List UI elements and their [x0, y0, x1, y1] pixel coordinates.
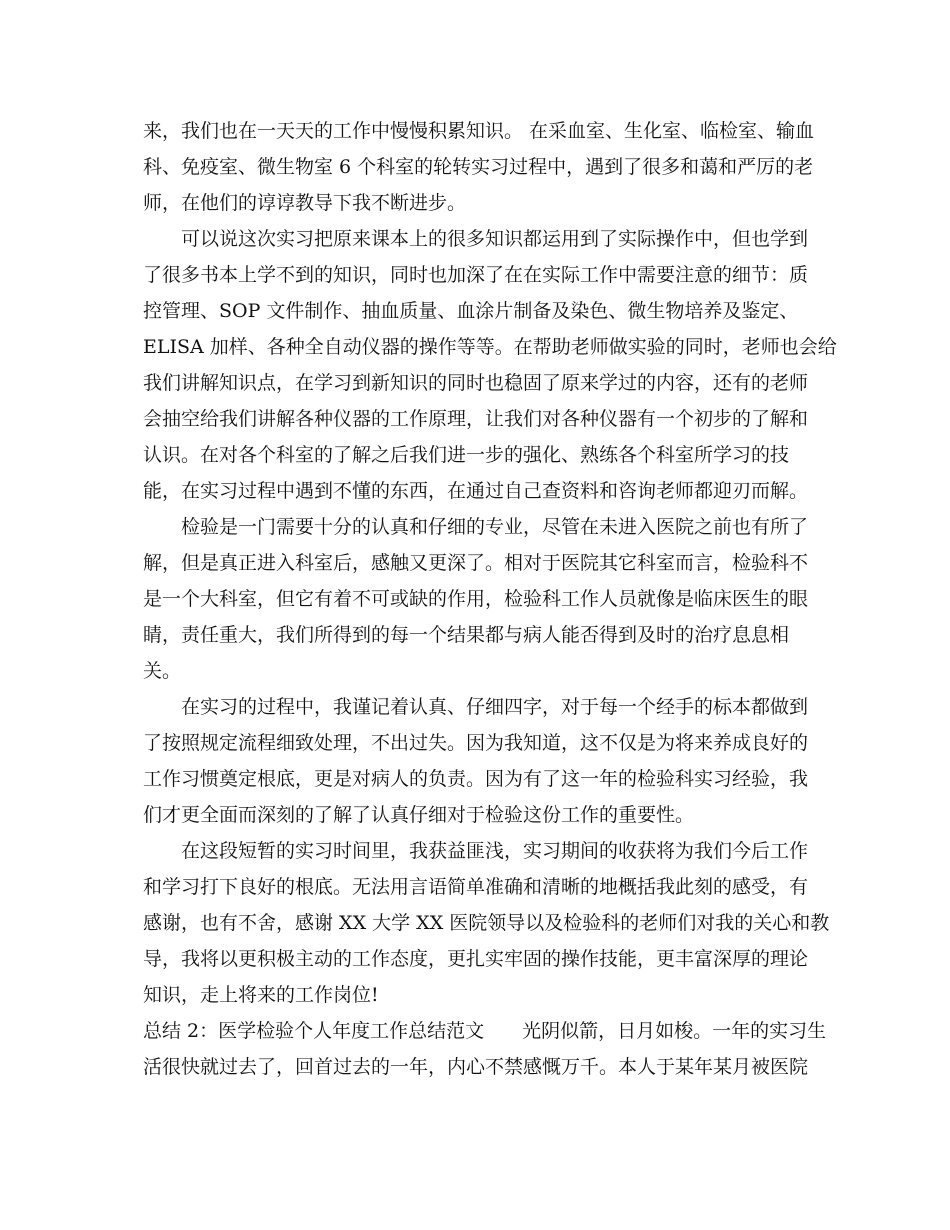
- text-line: 是一个大科室，但它有着不可或缺的作用，检验科工作人员就像是临床医生的眼: [143, 588, 809, 610]
- text-line: 知识，走上将来的工作岗位!: [143, 984, 379, 1006]
- text-line: 解，但是真正进入科室后，感触又更深了。相对于医院其它科室而言，检验科不: [143, 552, 809, 574]
- text-line: 师，在他们的谆谆教导下我不断进步。: [143, 192, 467, 214]
- text-line: 科、免疫室、微生物室 6 个科室的轮转实习过程中，遇到了很多和蔼和严厉的老: [143, 156, 814, 178]
- text-line: 了按照规定流程细致处理，不出过失。因为我知道，这不仅是为将来养成良好的: [143, 732, 809, 754]
- text-line: 关。: [143, 660, 182, 682]
- text-line: 和学习打下良好的根底。无法用言语简单准确和清晰的地概括我此刻的感受，有: [143, 876, 809, 898]
- text-line: 控管理、SOP 文件制作、抽血质量、血涂片制备及染色、微生物培养及鉴定、: [143, 300, 799, 322]
- text-line: 能，在实习过程中遇到不懂的东西，在通过自己查资料和咨询老师都迎刃而解。: [143, 480, 809, 502]
- text-line: 睛，责任重大，我们所得到的每一个结果都与病人能否得到及时的治疗息息相: [143, 624, 790, 646]
- paragraph-start-line: 可以说这次实习把原来课本上的很多知识都运用到了实际操作中，但也学到: [181, 228, 809, 250]
- text-line: 来，我们也在一天天的工作中慢慢积累知识。 在采血室、生化室、临检室、输血: [143, 120, 815, 142]
- text-line: 了很多书本上学不到的知识，同时也加深了在在实际工作中需要注意的细节：质: [143, 264, 809, 286]
- paragraph-start-line: 检验是一门需要十分的认真和仔细的专业，尽管在未进入医院之前也有所了: [181, 516, 809, 538]
- text-line: 我们讲解知识点，在学习到新知识的同时也稳固了原来学过的内容，还有的老师: [143, 372, 809, 394]
- text-line: 工作习惯奠定根底，更是对病人的负责。因为有了这一年的检验科实习经验，我: [143, 768, 809, 790]
- text-line: 会抽空给我们讲解各种仪器的工作原理，让我们对各种仪器有一个初步的了解和: [143, 408, 809, 430]
- text-line: ELISA 加样、各种全自动仪器的操作等等。在帮助老师做实验的同时，老师也会给: [143, 336, 837, 358]
- text-line: 们才更全面而深刻的了解了认真仔细对于检验这份工作的重要性。: [143, 804, 695, 826]
- text-line: 认识。在对各个科室的了解之后我们进一步的强化、熟练各个科室所学习的技: [143, 444, 790, 466]
- summary-heading-line: 总结 2：医学检验个人年度工作总结范文 光阴似箭，日月如梭。一年的实习生: [143, 1020, 827, 1042]
- paragraph-start-line: 在实习的过程中，我谨记着认真、仔细四字，对于每一个经手的标本都做到: [181, 696, 809, 718]
- paragraph-start-line: 在这段短暂的实习时间里，我获益匪浅，实习期间的收获将为我们今后工作: [181, 840, 809, 862]
- text-line: 感谢，也有不舍，感谢 XX 大学 XX 医院领导以及检验科的老师们对我的关心和教: [143, 912, 830, 934]
- text-line: 活很快就过去了，回首过去的一年，内心不禁感慨万千。本人于某年某月被医院: [143, 1056, 809, 1078]
- text-line: 导，我将以更积极主动的工作态度，更扎实牢固的操作技能，更丰富深厚的理论: [143, 948, 809, 970]
